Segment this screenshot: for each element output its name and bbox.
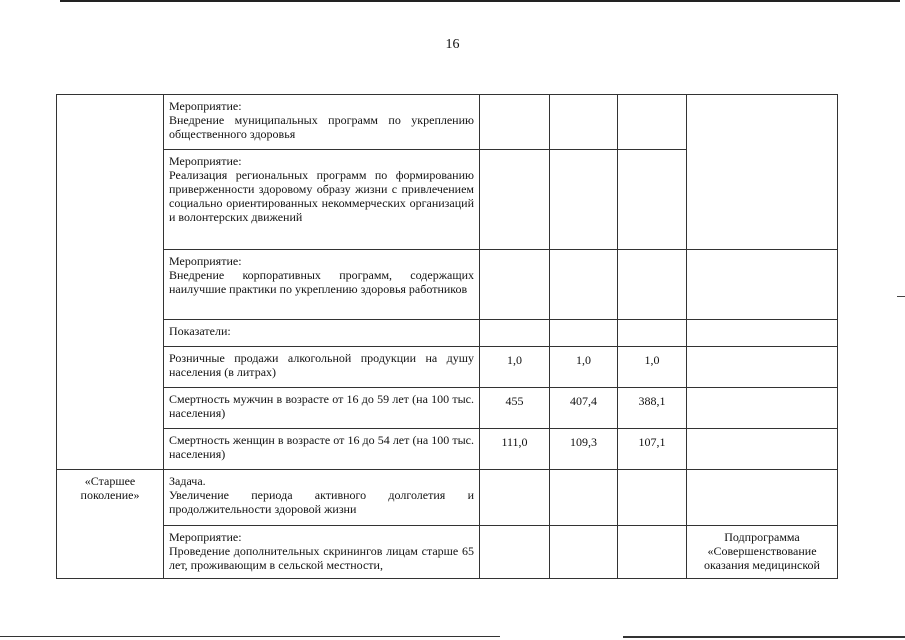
value-cell: [480, 150, 550, 250]
indicator-text: Смертность женщин в возрасте от 16 до 54 лет (на 100 тыс. населения): [164, 429, 480, 470]
indicators-heading: Показатели:: [164, 320, 480, 347]
measure-label: Мероприятие:: [169, 254, 242, 268]
value-cell: [550, 150, 618, 250]
value-cell: [618, 95, 687, 150]
value-cell: [480, 250, 550, 320]
program-table: [56, 94, 838, 579]
indicator-text: Смертность мужчин в возрасте от 16 до 59 лет (на 100 тыс. населения): [164, 388, 480, 429]
measure-cell: [164, 526, 480, 579]
section-cell-empty: [57, 95, 164, 470]
table-row: [57, 470, 838, 526]
table-row: [57, 429, 838, 470]
measure-cell: [164, 95, 480, 150]
table-row: [57, 95, 838, 150]
measure-label: Мероприятие:: [169, 154, 242, 168]
indicator-value-3: 388,1: [618, 388, 687, 429]
task-text: Увеличение периода активного долголетия и продолжительности здоровой жизни: [169, 488, 474, 516]
measure-text: Реализация региональных программ по формированию приверженности здоровому образу жизни с привлечением социально ориентированных некоммерческих организаций и волонтерских движений: [169, 168, 474, 224]
task-label: Задача.: [169, 474, 206, 488]
measure-text: Внедрение корпоративных программ, содержащих наилучшие практики по укреплению здоровья работников: [169, 268, 474, 296]
measure-label: Мероприятие:: [169, 530, 242, 544]
program-name: Подпрограмма «Совершенствование оказания медицинской: [687, 526, 838, 579]
measure-text: Внедрение муниципальных программ по укреплению общественного здоровья: [169, 113, 474, 141]
top-border-line: [60, 0, 900, 2]
indicator-value-2: 407,4: [550, 388, 618, 429]
measure-label: Мероприятие:: [169, 99, 242, 113]
program-cell: [687, 388, 838, 429]
table-row: [57, 388, 838, 429]
value-cell: [550, 526, 618, 579]
value-cell: [550, 250, 618, 320]
program-cell: [687, 470, 838, 526]
value-cell: [480, 95, 550, 150]
indicator-value-3: 107,1: [618, 429, 687, 470]
program-cell: [687, 95, 838, 250]
value-cell: [480, 320, 550, 347]
task-cell: [164, 470, 480, 526]
indicator-value-3: 1,0: [618, 347, 687, 388]
table-row: [57, 320, 838, 347]
value-cell: [480, 470, 550, 526]
value-cell: [618, 470, 687, 526]
value-cell: [480, 526, 550, 579]
value-cell: [618, 250, 687, 320]
indicator-value-1: 111,0: [480, 429, 550, 470]
program-cell: [687, 347, 838, 388]
indicator-text: Розничные продажи алкогольной продукции на душу населения (в литрах): [164, 347, 480, 388]
table-row: [57, 526, 838, 579]
value-cell: [618, 320, 687, 347]
indicator-value-1: 1,0: [480, 347, 550, 388]
value-cell: [550, 320, 618, 347]
table-row: [57, 347, 838, 388]
program-cell: [687, 429, 838, 470]
table-row: [57, 250, 838, 320]
bottom-border-line: [0, 636, 500, 637]
value-cell: [550, 95, 618, 150]
measure-cell: [164, 150, 480, 250]
indicator-value-2: 1,0: [550, 347, 618, 388]
program-cell: [687, 250, 838, 320]
measure-cell: [164, 250, 480, 320]
value-cell: [618, 150, 687, 250]
measure-text: Проведение дополнительных скринингов лицам старше 65 лет, проживающим в сельской местности,: [169, 544, 474, 572]
bottom-border-line: [623, 636, 905, 638]
indicator-value-2: 109,3: [550, 429, 618, 470]
program-cell: [687, 320, 838, 347]
section-title: «Старшее поколение»: [57, 470, 164, 579]
page-number: 16: [445, 37, 460, 52]
value-cell: [550, 470, 618, 526]
margin-mark: [897, 296, 905, 297]
value-cell: [618, 526, 687, 579]
indicator-value-1: 455: [480, 388, 550, 429]
